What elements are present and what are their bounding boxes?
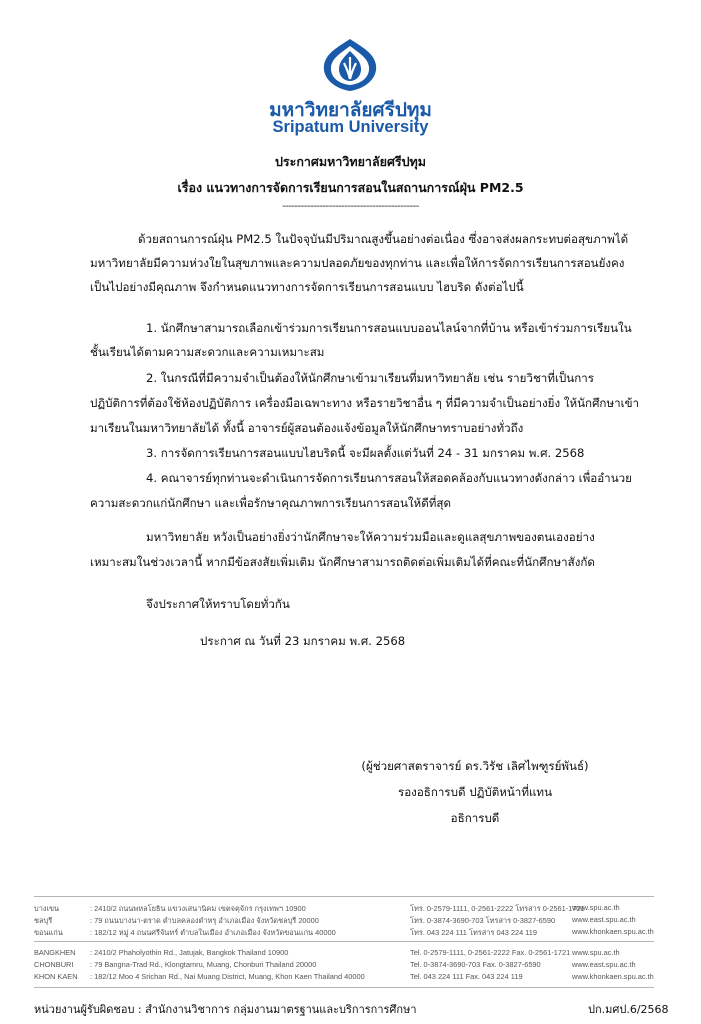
item-4-line: ความสะดวกแก่นักศึกษา และเพื่อรักษาคุณภาพการเรียนการสอนให้ดีที่สุด [90,496,451,510]
announcement-title: ประกาศมหาวิทยาลัยศรีปทุม [274,154,427,169]
signatory-name: (ผู้ช่วยศาสตราจารย์ ดร.วิรัช เลิศไพฑูรย์พันธ์) [361,759,589,773]
signatory-position: รองอธิการบดี ปฏิบัติหน้าที่แทน [397,785,552,799]
intro-line: ด้วยสถานการณ์ฝุ่น PM2.5 ในปัจจุบันมีปริมาณสูงขึ้นอย่างต่อเนื่อง ซึ่งอาจส่งผลกระทบต่อสุขภาพได้ [138,232,629,246]
campus-website: www.east.spu.ac.th [572,915,636,924]
campus-phone: โทร. 0-2579-1111, 0-2561-2222 โทรสาร 0-2561-1721 [410,904,585,913]
item-2-line: มาเรียนในมหาวิทยาลัยได้ ทั้งนี้ อาจารย์ผู้สอนต้องแจ้งข้อมูลให้นักศึกษาทราบอย่างทั่วถึง [90,421,524,435]
notice-line: จึงประกาศให้ทราบโดยทั่วกัน [146,597,290,611]
signatory-title: อธิการบดี [450,811,500,825]
intro-line: มหาวิทยาลัยมีความห่วงใยในสุขภาพและความปลอดภัยของทุกท่าน และเพื่อให้การจัดการเรียนการสอนยังคง [90,256,625,270]
campus-website: www.spu.ac.th [572,948,620,957]
footer-divider [34,896,654,897]
campus-name: BANGKHEN [34,948,76,957]
university-name-english: Sripatum University [272,118,429,136]
campus-address: : 2410/2 Phaholyothin Rd., Jatujak, Bangkok Thailand 10900 [90,948,289,957]
campus-address: : 79 Bangna-Trad Rd., Klongtamru, Muang, Chonburi Thailand 20000 [90,960,317,969]
university-name-thai: มหาวิทยาลัยศรีปทุม [269,99,432,121]
campus-name: ขอนแก่น [34,928,63,937]
item-2-line: ปฏิบัติการที่ต้องใช้ห้องปฏิบัติการ เครื่องมือเฉพาะทาง หรือรายวิชาอื่น ๆ ที่มีความจำเป็นอย่างยิ่ง ให้นักศึกษาเข้า [90,396,640,410]
campus-website: www.khonkaen.spu.ac.th [572,972,654,981]
closing-line: เหมาะสมในช่วงเวลานี้ หากมีข้อสงสัยเพิ่มเติม นักศึกษาสามารถติดต่อเพิ่มเติมได้ที่คณะที่นักศึกษาสังกัด [90,555,595,569]
item-1-line: ชั้นเรียนได้ตามความสะดวกและความเหมาะสม [90,345,325,359]
campus-website: www.spu.ac.th [572,903,620,912]
university-logo-icon [318,37,382,93]
campus-phone: Tel. 0-2579-1111, 0-2561-2222 Fax. 0-2561-1721 [410,948,571,957]
closing-line: มหาวิทยาลัย หวังเป็นอย่างยิ่งว่านักศึกษาจะให้ความร่วมมือและดูแลสุขภาพของตนเองอย่าง [146,530,595,544]
campus-address: : 182/12 หมู่ 4 ถนนศรีจันทร์ ตำบลในเมือง อำเภอเมือง จังหวัดขอนแก่น 40000 [90,928,336,937]
footer-divider [34,987,654,988]
announcement-subject: เรื่อง แนวทางการจัดการเรียนการสอนในสถานการณ์ฝุ่น PM2.5 [177,180,524,195]
separator-line: -------------------------------------------- [282,201,419,212]
campus-phone: โทร. 043 224 111 โทรสาร 043 224 119 [410,928,538,937]
campus-name: KHON KAEN [34,972,78,981]
footer-divider [34,941,654,942]
campus-address: : 2410/2 ถนนพหลโยธิน แขวงเสนานิคม เขตจตุจักร กรุงเทพฯ 10900 [90,904,306,913]
campus-name: บางเขน [34,904,60,913]
item-1-line: 1. นักศึกษาสามารถเลือกเข้าร่วมการเรียนการสอนแบบออนไลน์จากที่บ้าน หรือเข้าร่วมการเรียนใน [146,321,632,335]
campus-address: : 182/12 Moo 4 Srichan Rd., Nai Muang District, Muang, Khon Kaen Thailand 40000 [90,972,365,981]
campus-website: www.east.spu.ac.th [572,960,636,969]
responsible-unit: หน่วยงานผู้รับผิดชอบ : สำนักงานวิชาการ กลุ่มงานมาตรฐานและบริการการศึกษา [34,1003,417,1016]
campus-address: : 79 ถนนบางนา-ตราด ตำบลคลองตำหรุ อำเภอเมือง จังหวัดชลบุรี 20000 [90,916,319,925]
item-4-line: 4. คณาจารย์ทุกท่านจะดำเนินการจัดการเรียนการสอนให้สอดคล้องกับแนวทางดังกล่าว เพื่ออำนวย [146,471,632,485]
item-2-line: 2. ในกรณีที่มีความจำเป็นต้องให้นักศึกษาเข้ามาเรียนที่มหาวิทยาลัย เช่น รายวิชาที่เป็นการ [146,371,594,385]
campus-phone: Tel. 043 224 111 Fax. 043 224 119 [410,972,523,981]
document-code: ปก.มศป.6/2568 [588,1003,669,1016]
campus-phone: Tel. 0-3874-3690-703 Fax. 0-3827-6590 [410,960,541,969]
intro-line: เป็นไปอย่างมีคุณภาพ จึงกำหนดแนวทางการจัดการเรียนการสอนแบบ ไฮบริด ดังต่อไปนี้ [90,280,524,294]
campus-name: ชลบุรี [34,916,53,925]
campus-website: www.khonkaen.spu.ac.th [572,927,654,936]
announcement-date: ประกาศ ณ วันที่ 23 มกราคม พ.ศ. 2568 [200,634,406,648]
item-3-line: 3. การจัดการเรียนการสอนแบบไฮบริดนี้ จะมีผลตั้งแต่วันที่ 24 - 31 มกราคม พ.ศ. 2568 [146,446,585,460]
campus-name: CHONBURI [34,960,74,969]
campus-phone: โทร. 0-3874-3690-703 โทรสาร 0-3827-6590 [410,916,556,925]
